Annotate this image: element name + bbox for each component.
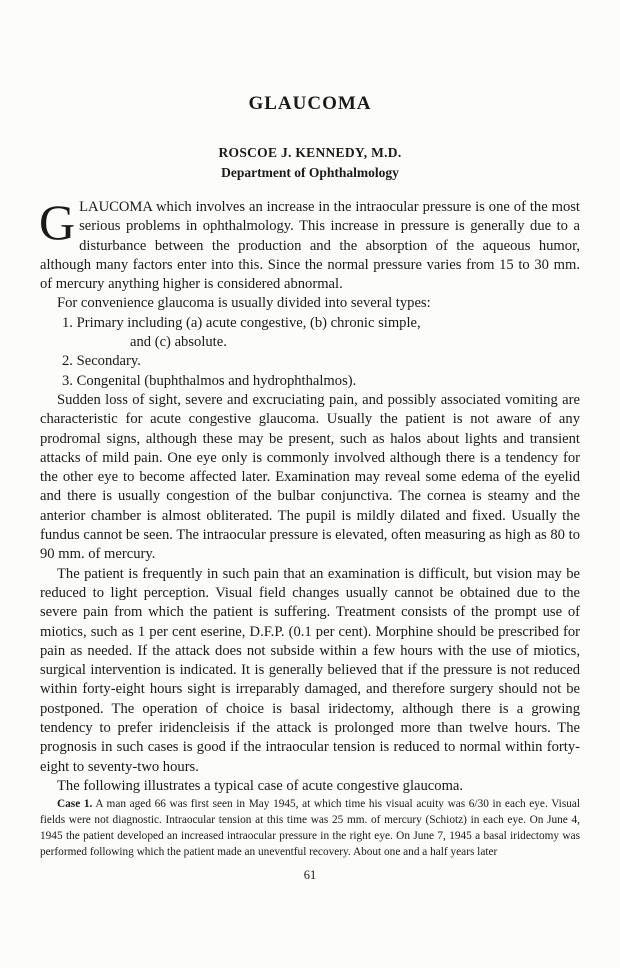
type-primary-continued: and (c) absolute. <box>130 334 227 351</box>
type-secondary: 2. Secondary. <box>62 353 141 370</box>
symptoms-paragraph: Sudden loss of sight, severe and excruciating pain, and possibly associated vomiting are characteristic for acute congestive glaucoma. Usually the patient is not aware of any prodromal signs, although these may be present, such as halos about lights and transient attacks of mild pain. One eye only is commonly involved although there is a tendency for the other eye to become affected later. Examination may reveal some edema of the eyelid and there is usually congestion of the bulbar conjunctiva. The cornea is steamy and the anterior chamber is almost obliterated. The pupil is mildly dilated and fixed. Usually the fundus cannot be seen. The intraocular pressure is elevated, often measuring as high as 80 to 90 mm. of mercury. <box>40 391 580 563</box>
article-body <box>39 194 581 860</box>
list-item <box>40 372 580 391</box>
intro-paragraph <box>39 194 580 294</box>
types-intro: For convenience glaucoma is usually divided into several types: <box>57 295 431 312</box>
case-text: A man aged 66 was first seen in May 1945, at which time his visual acuity was 6/30 in each eye. Visual fields were not diagnostic. Intraocular tension at this time was 25 mm. of mercury (Schiotz) in each eye. On June 4, 1945 the patient developed an increased intraocular pressure in the right eye. On June 7, 1945 a basal iridectomy was performed following which the patient made an uneventful recovery. About one and a half years later <box>40 798 581 859</box>
types-list <box>40 314 580 391</box>
treatment-paragraph: The patient is frequently in such pain that an examination is difficult, but vision may be reduced to light perception. Visual field changes usually cannot be obtained due to the severe pain from which the patient is suffering. Treatment consists of the prompt use of miotics, such as 1 per cent eserine, D.F.P. (0.1 per cent). Morphine should be prescribed for pain as needed. If the attack does not subside within a few hours with the use of miotics, surgical intervention is indicated. It is generally believed that if the pressure is not reduced within forty-eight hours sight is irreparably damaged, and therefore surgery should not be postponed. The operation of choice is basal iridectomy, although there is a growing tendency to prefer iridencleisis if the attack is prolonged more than twelve hours. The prognosis in such cases is good if the intraocular tension is reduced to normal within forty-eight to seventy-two hours. <box>40 565 580 775</box>
case-label: Case 1. <box>57 798 93 811</box>
list-item <box>40 314 580 353</box>
drop-cap: G <box>39 194 76 250</box>
intro-text: LAUCOMA which involves an increase in the intraocular pressure is one of the most serious problems in ophthalmology. This increase in pressure is generally due to a disturbance between the production and the absorption of the aqueous humor, although many factors enter into this. Since the normal pressure varies from 15 to 30 mm. of mercury anything higher is considered abnormal. <box>40 199 580 293</box>
type-congenital: 3. Congenital (buphthalmos and hydrophthalmos). <box>62 372 357 389</box>
author-department: Department of Ophthalmology <box>221 165 399 180</box>
case-report <box>40 796 580 860</box>
article-title: GLAUCOMA <box>248 93 372 114</box>
type-primary: 1. Primary including (a) acute congestive, (b) chronic simple, <box>62 314 421 331</box>
list-item <box>40 352 580 371</box>
author-name: ROSCOE J. KENNEDY, M.D. <box>218 145 402 160</box>
page-number: 61 <box>303 868 317 882</box>
illustrates-paragraph: The following illustrates a typical case of acute congestive glaucoma. <box>57 777 464 794</box>
